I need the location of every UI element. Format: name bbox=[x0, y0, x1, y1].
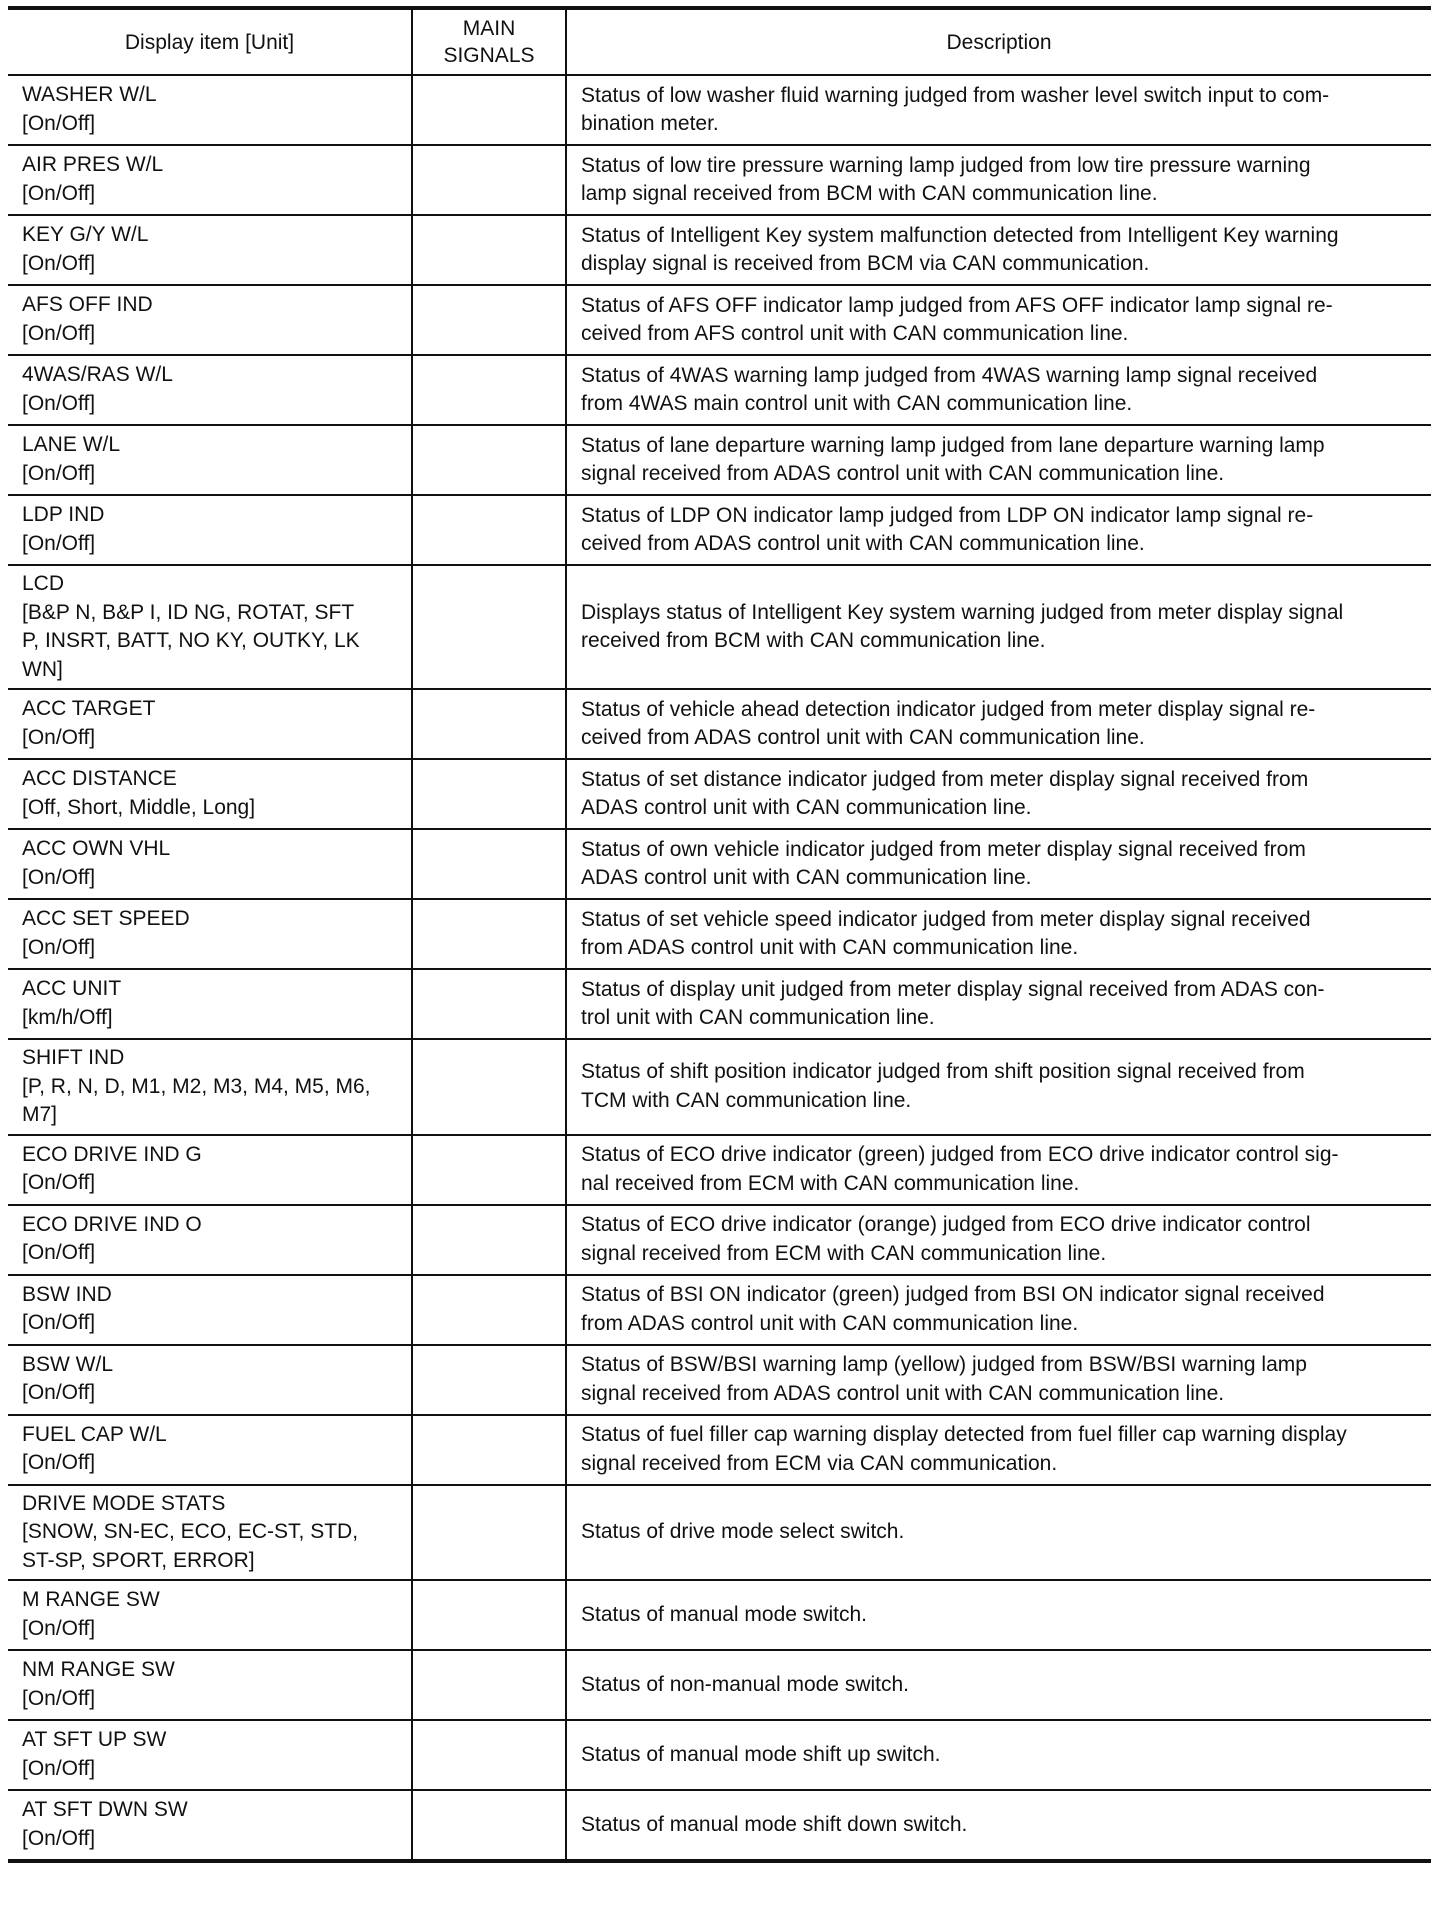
description-cell bbox=[566, 1415, 1431, 1485]
main-signals-cell bbox=[412, 1720, 566, 1790]
description-line: Status of set distance indicator judged from meter display signal received from bbox=[581, 767, 1309, 791]
main-signals-cell bbox=[412, 1205, 566, 1275]
description-line: Status of fuel filler cap warning display detected from fuel filler cap warning display bbox=[581, 1423, 1347, 1446]
main-signals-cell bbox=[412, 495, 566, 565]
display-item-name: AT SFT UP SW bbox=[22, 1728, 167, 1751]
display-item-cell bbox=[8, 75, 412, 145]
display-item-cell bbox=[8, 1790, 412, 1861]
main-signals-cell bbox=[412, 1580, 566, 1650]
description-line: Status of drive mode select switch. bbox=[581, 1520, 905, 1543]
display-item-unit: [On/Off] bbox=[22, 725, 96, 749]
display-item-unit: [On/Off] bbox=[22, 1311, 96, 1334]
description-cell bbox=[566, 1345, 1431, 1415]
description-line: Status of BSW/BSI warning lamp (yellow) judged from BSW/BSI warning lamp bbox=[581, 1353, 1307, 1376]
description-line: nal received from ECM with CAN communication line. bbox=[581, 1171, 1080, 1195]
main-signals-cell bbox=[412, 1485, 566, 1581]
display-item-unit: [P, R, N, D, M1, M2, M3, M4, M5, M6, bbox=[22, 1074, 371, 1098]
display-item-cell bbox=[8, 1039, 412, 1135]
description-line: Status of ECO drive indicator (orange) judged from ECO drive indicator control bbox=[581, 1213, 1311, 1236]
main-signals-cell bbox=[412, 145, 566, 215]
display-item-unit: [On/Off] bbox=[22, 111, 96, 135]
description-line: Status of 4WAS warning lamp judged from 4WAS warning lamp signal received bbox=[581, 363, 1318, 387]
display-item-cell bbox=[8, 145, 412, 215]
display-item-unit: [On/Off] bbox=[22, 1451, 96, 1474]
display-item-unit: [On/Off] bbox=[22, 935, 96, 959]
display-item-unit: [On/Off] bbox=[22, 1616, 96, 1640]
display-item-name: ACC SET SPEED bbox=[22, 907, 190, 930]
description-line: Status of AFS OFF indicator lamp judged from AFS OFF indicator lamp signal re- bbox=[581, 293, 1333, 317]
main-signals-cell bbox=[412, 759, 566, 829]
display-item-name: ECO DRIVE IND G bbox=[22, 1142, 202, 1166]
display-item-cell bbox=[8, 1720, 412, 1790]
table-row bbox=[8, 425, 1431, 495]
table-row bbox=[8, 1485, 1431, 1581]
display-item-name: DRIVE MODE STATS bbox=[22, 1491, 226, 1515]
display-item-unit: [On/Off] bbox=[22, 391, 96, 415]
display-item-table bbox=[8, 6, 1431, 1863]
description-cell bbox=[566, 145, 1431, 215]
display-item-unit: P, INSRT, BATT, NO KY, OUTKY, LK bbox=[22, 629, 360, 652]
display-item-cell bbox=[8, 1135, 412, 1205]
description-cell bbox=[566, 285, 1431, 355]
display-item-name: BSW W/L bbox=[22, 1352, 114, 1376]
display-item-name: ACC TARGET bbox=[22, 697, 156, 720]
header-row bbox=[8, 8, 1431, 75]
display-item-name: NM RANGE SW bbox=[22, 1658, 175, 1681]
description-line: Displays status of Intelligent Key system warning judged from meter display signal bbox=[581, 600, 1344, 624]
display-item-name: M RANGE SW bbox=[22, 1588, 160, 1611]
main-signals-cell bbox=[412, 1790, 566, 1861]
header-main-signals-line-2: SIGNALS bbox=[443, 44, 535, 67]
display-item-cell bbox=[8, 899, 412, 969]
description-line: received from BCM with CAN communication line. bbox=[581, 629, 1046, 652]
table-row bbox=[8, 1580, 1431, 1650]
table-row bbox=[8, 1720, 1431, 1790]
display-item-name: BSW IND bbox=[22, 1282, 112, 1306]
display-item-cell bbox=[8, 285, 412, 355]
display-item-unit: [On/Off] bbox=[22, 1686, 96, 1710]
description-cell bbox=[566, 1650, 1431, 1720]
table-row bbox=[8, 1790, 1431, 1861]
description-line: signal received from ECM with CAN communication line. bbox=[581, 1241, 1107, 1265]
display-item-cell bbox=[8, 355, 412, 425]
description-cell bbox=[566, 355, 1431, 425]
table-row bbox=[8, 1650, 1431, 1720]
description-cell bbox=[566, 829, 1431, 899]
description-line: Status of lane departure warning lamp judged from lane departure warning lamp bbox=[581, 433, 1325, 457]
display-item-cell bbox=[8, 829, 412, 899]
header-main-signals-line-1: MAIN bbox=[462, 17, 516, 40]
table-row bbox=[8, 1345, 1431, 1415]
display-item-unit: [On/Off] bbox=[22, 531, 96, 555]
description-line: Status of shift position indicator judged from shift position signal received from bbox=[581, 1060, 1305, 1084]
description-cell bbox=[566, 565, 1431, 689]
display-item-unit: [km/h/Off] bbox=[22, 1005, 113, 1029]
display-item-unit: [On/Off] bbox=[22, 1826, 96, 1850]
main-signals-cell bbox=[412, 75, 566, 145]
display-item-name: SHIFT IND bbox=[22, 1046, 125, 1069]
description-cell bbox=[566, 689, 1431, 759]
description-line: Status of own vehicle indicator judged from meter display signal received from bbox=[581, 837, 1306, 861]
display-item-unit: WN] bbox=[22, 657, 63, 681]
description-line: Status of vehicle ahead detection indicator judged from meter display signal re- bbox=[581, 697, 1316, 721]
display-item-cell bbox=[8, 1580, 412, 1650]
table-body bbox=[8, 75, 1431, 1861]
display-item-unit: M7] bbox=[22, 1103, 58, 1126]
display-item-unit: [On/Off] bbox=[22, 1171, 96, 1194]
table-row bbox=[8, 215, 1431, 285]
display-item-unit: [On/Off] bbox=[22, 321, 96, 345]
main-signals-cell bbox=[412, 689, 566, 759]
description-line: Status of BSI ON indicator (green) judged from BSI ON indicator signal received bbox=[581, 1283, 1325, 1306]
table-row bbox=[8, 565, 1431, 689]
description-cell bbox=[566, 1720, 1431, 1790]
display-item-unit: [SNOW, SN-EC, ECO, EC-ST, STD, bbox=[22, 1520, 359, 1543]
description-line: trol unit with CAN communication line. bbox=[581, 1006, 935, 1029]
description-line: from ADAS control unit with CAN communication line. bbox=[581, 1311, 1079, 1335]
table-row bbox=[8, 899, 1431, 969]
main-signals-cell bbox=[412, 1039, 566, 1135]
description-cell bbox=[566, 1275, 1431, 1345]
display-item-name: FUEL CAP W/L bbox=[22, 1422, 167, 1446]
display-item-cell bbox=[8, 1275, 412, 1345]
table-row bbox=[8, 355, 1431, 425]
display-item-name: WASHER W/L bbox=[22, 83, 157, 106]
description-line: Status of low tire pressure warning lamp judged from low tire pressure warning bbox=[581, 153, 1311, 177]
description-line: Status of low washer fluid warning judged from washer level switch input to com- bbox=[581, 83, 1330, 107]
description-cell bbox=[566, 75, 1431, 145]
display-item-cell bbox=[8, 425, 412, 495]
display-item-name: ACC UNIT bbox=[22, 977, 122, 1000]
main-signals-cell bbox=[412, 1345, 566, 1415]
description-cell bbox=[566, 1790, 1431, 1861]
main-signals-cell bbox=[412, 1275, 566, 1345]
description-cell bbox=[566, 1485, 1431, 1581]
display-item-unit: [On/Off] bbox=[22, 181, 96, 205]
table-row bbox=[8, 759, 1431, 829]
table-row bbox=[8, 495, 1431, 565]
display-item-name: AIR PRES W/L bbox=[22, 153, 164, 176]
description-line: ceived from ADAS control unit with CAN communication line. bbox=[581, 726, 1145, 749]
description-line: TCM with CAN communication line. bbox=[581, 1088, 912, 1112]
header-main-signals bbox=[412, 8, 566, 75]
main-signals-cell bbox=[412, 285, 566, 355]
display-item-unit: ST-SP, SPORT, ERROR] bbox=[22, 1548, 255, 1572]
display-item-cell bbox=[8, 1415, 412, 1485]
display-item-unit: [B&P N, B&P I, ID NG, ROTAT, SFT bbox=[22, 600, 355, 624]
description-line: signal received from ADAS control unit with CAN communication line. bbox=[581, 462, 1225, 485]
display-item-name: 4WAS/RAS W/L bbox=[22, 363, 173, 386]
display-item-cell bbox=[8, 565, 412, 689]
description-cell bbox=[566, 215, 1431, 285]
display-item-unit: [On/Off] bbox=[22, 1241, 96, 1264]
description-cell bbox=[566, 759, 1431, 829]
description-cell bbox=[566, 1580, 1431, 1650]
table-row bbox=[8, 829, 1431, 899]
main-signals-cell bbox=[412, 1135, 566, 1205]
description-cell bbox=[566, 1135, 1431, 1205]
display-item-cell bbox=[8, 689, 412, 759]
description-line: Status of Intelligent Key system malfunction detected from Intelligent Key warning bbox=[581, 223, 1339, 247]
description-line: lamp signal received from BCM with CAN communication line. bbox=[581, 182, 1158, 205]
table-row bbox=[8, 145, 1431, 215]
display-item-cell bbox=[8, 1345, 412, 1415]
description-line: Status of LDP ON indicator lamp judged from LDP ON indicator lamp signal re- bbox=[581, 503, 1314, 527]
display-item-cell bbox=[8, 215, 412, 285]
display-item-name: AFS OFF IND bbox=[22, 293, 153, 316]
main-signals-cell bbox=[412, 829, 566, 899]
display-item-unit: [On/Off] bbox=[22, 1381, 96, 1404]
main-signals-cell bbox=[412, 1415, 566, 1485]
header-description: Description bbox=[566, 8, 1431, 75]
description-cell bbox=[566, 969, 1431, 1039]
display-item-name: ACC DISTANCE bbox=[22, 767, 177, 790]
display-item-cell bbox=[8, 1205, 412, 1275]
display-item-cell bbox=[8, 969, 412, 1039]
table-row bbox=[8, 1415, 1431, 1485]
description-line: from ADAS control unit with CAN communication line. bbox=[581, 936, 1079, 959]
table-row bbox=[8, 1039, 1431, 1135]
display-item-unit: [On/Off] bbox=[22, 461, 96, 485]
description-line: signal received from ADAS control unit with CAN communication line. bbox=[581, 1381, 1225, 1405]
table-row bbox=[8, 1205, 1431, 1275]
main-signals-cell bbox=[412, 969, 566, 1039]
description-line: Status of non-manual mode switch. bbox=[581, 1672, 910, 1696]
main-signals-cell bbox=[412, 355, 566, 425]
main-signals-cell bbox=[412, 425, 566, 495]
main-signals-cell bbox=[412, 565, 566, 689]
description-cell bbox=[566, 425, 1431, 495]
description-line: Status of set vehicle speed indicator judged from meter display signal received bbox=[581, 907, 1311, 931]
display-item-unit: [On/Off] bbox=[22, 251, 96, 275]
table-row bbox=[8, 969, 1431, 1039]
description-line: Status of ECO drive indicator (green) judged from ECO drive indicator control sig- bbox=[581, 1143, 1339, 1166]
main-signals-cell bbox=[412, 1650, 566, 1720]
description-line: Status of manual mode shift up switch. bbox=[581, 1742, 941, 1766]
description-line: signal received from ECM via CAN communication. bbox=[581, 1451, 1058, 1475]
table-row bbox=[8, 1135, 1431, 1205]
description-line: ceived from ADAS control unit with CAN communication line. bbox=[581, 532, 1145, 555]
display-item-cell bbox=[8, 1650, 412, 1720]
display-item-name: LDP IND bbox=[22, 503, 105, 526]
table-row bbox=[8, 1275, 1431, 1345]
header-display-item: Display item [Unit] bbox=[8, 8, 412, 75]
description-cell bbox=[566, 1039, 1431, 1135]
display-item-cell bbox=[8, 495, 412, 565]
description-cell bbox=[566, 495, 1431, 565]
table-row bbox=[8, 689, 1431, 759]
table-header bbox=[8, 8, 1431, 75]
display-item-unit: [On/Off] bbox=[22, 865, 96, 889]
display-item-cell bbox=[8, 1485, 412, 1581]
display-item-name: ACC OWN VHL bbox=[22, 837, 171, 860]
description-line: Status of manual mode shift down switch. bbox=[581, 1812, 968, 1836]
description-line: from 4WAS main control unit with CAN communication line. bbox=[581, 392, 1133, 415]
display-item-name: KEY G/Y W/L bbox=[22, 223, 149, 246]
display-item-name: LCD bbox=[22, 572, 65, 595]
display-item-name: AT SFT DWN SW bbox=[22, 1798, 188, 1821]
description-cell bbox=[566, 1205, 1431, 1275]
description-line: ADAS control unit with CAN communication line. bbox=[581, 796, 1032, 819]
description-line: ADAS control unit with CAN communication line. bbox=[581, 866, 1032, 889]
description-line: bination meter. bbox=[581, 112, 719, 135]
description-line: display signal is received from BCM via CAN communication. bbox=[581, 252, 1150, 275]
description-cell bbox=[566, 899, 1431, 969]
display-item-cell bbox=[8, 759, 412, 829]
description-line: ceived from AFS control unit with CAN communication line. bbox=[581, 322, 1129, 345]
display-item-name: ECO DRIVE IND O bbox=[22, 1212, 202, 1236]
display-item-unit: [Off, Short, Middle, Long] bbox=[22, 795, 256, 819]
description-line: Status of manual mode switch. bbox=[581, 1602, 867, 1626]
main-signals-cell bbox=[412, 899, 566, 969]
table-row bbox=[8, 285, 1431, 355]
description-line: Status of display unit judged from meter display signal received from ADAS con- bbox=[581, 977, 1325, 1001]
main-signals-cell bbox=[412, 215, 566, 285]
display-item-name: LANE W/L bbox=[22, 433, 121, 456]
table-row bbox=[8, 75, 1431, 145]
display-item-unit: [On/Off] bbox=[22, 1756, 96, 1780]
